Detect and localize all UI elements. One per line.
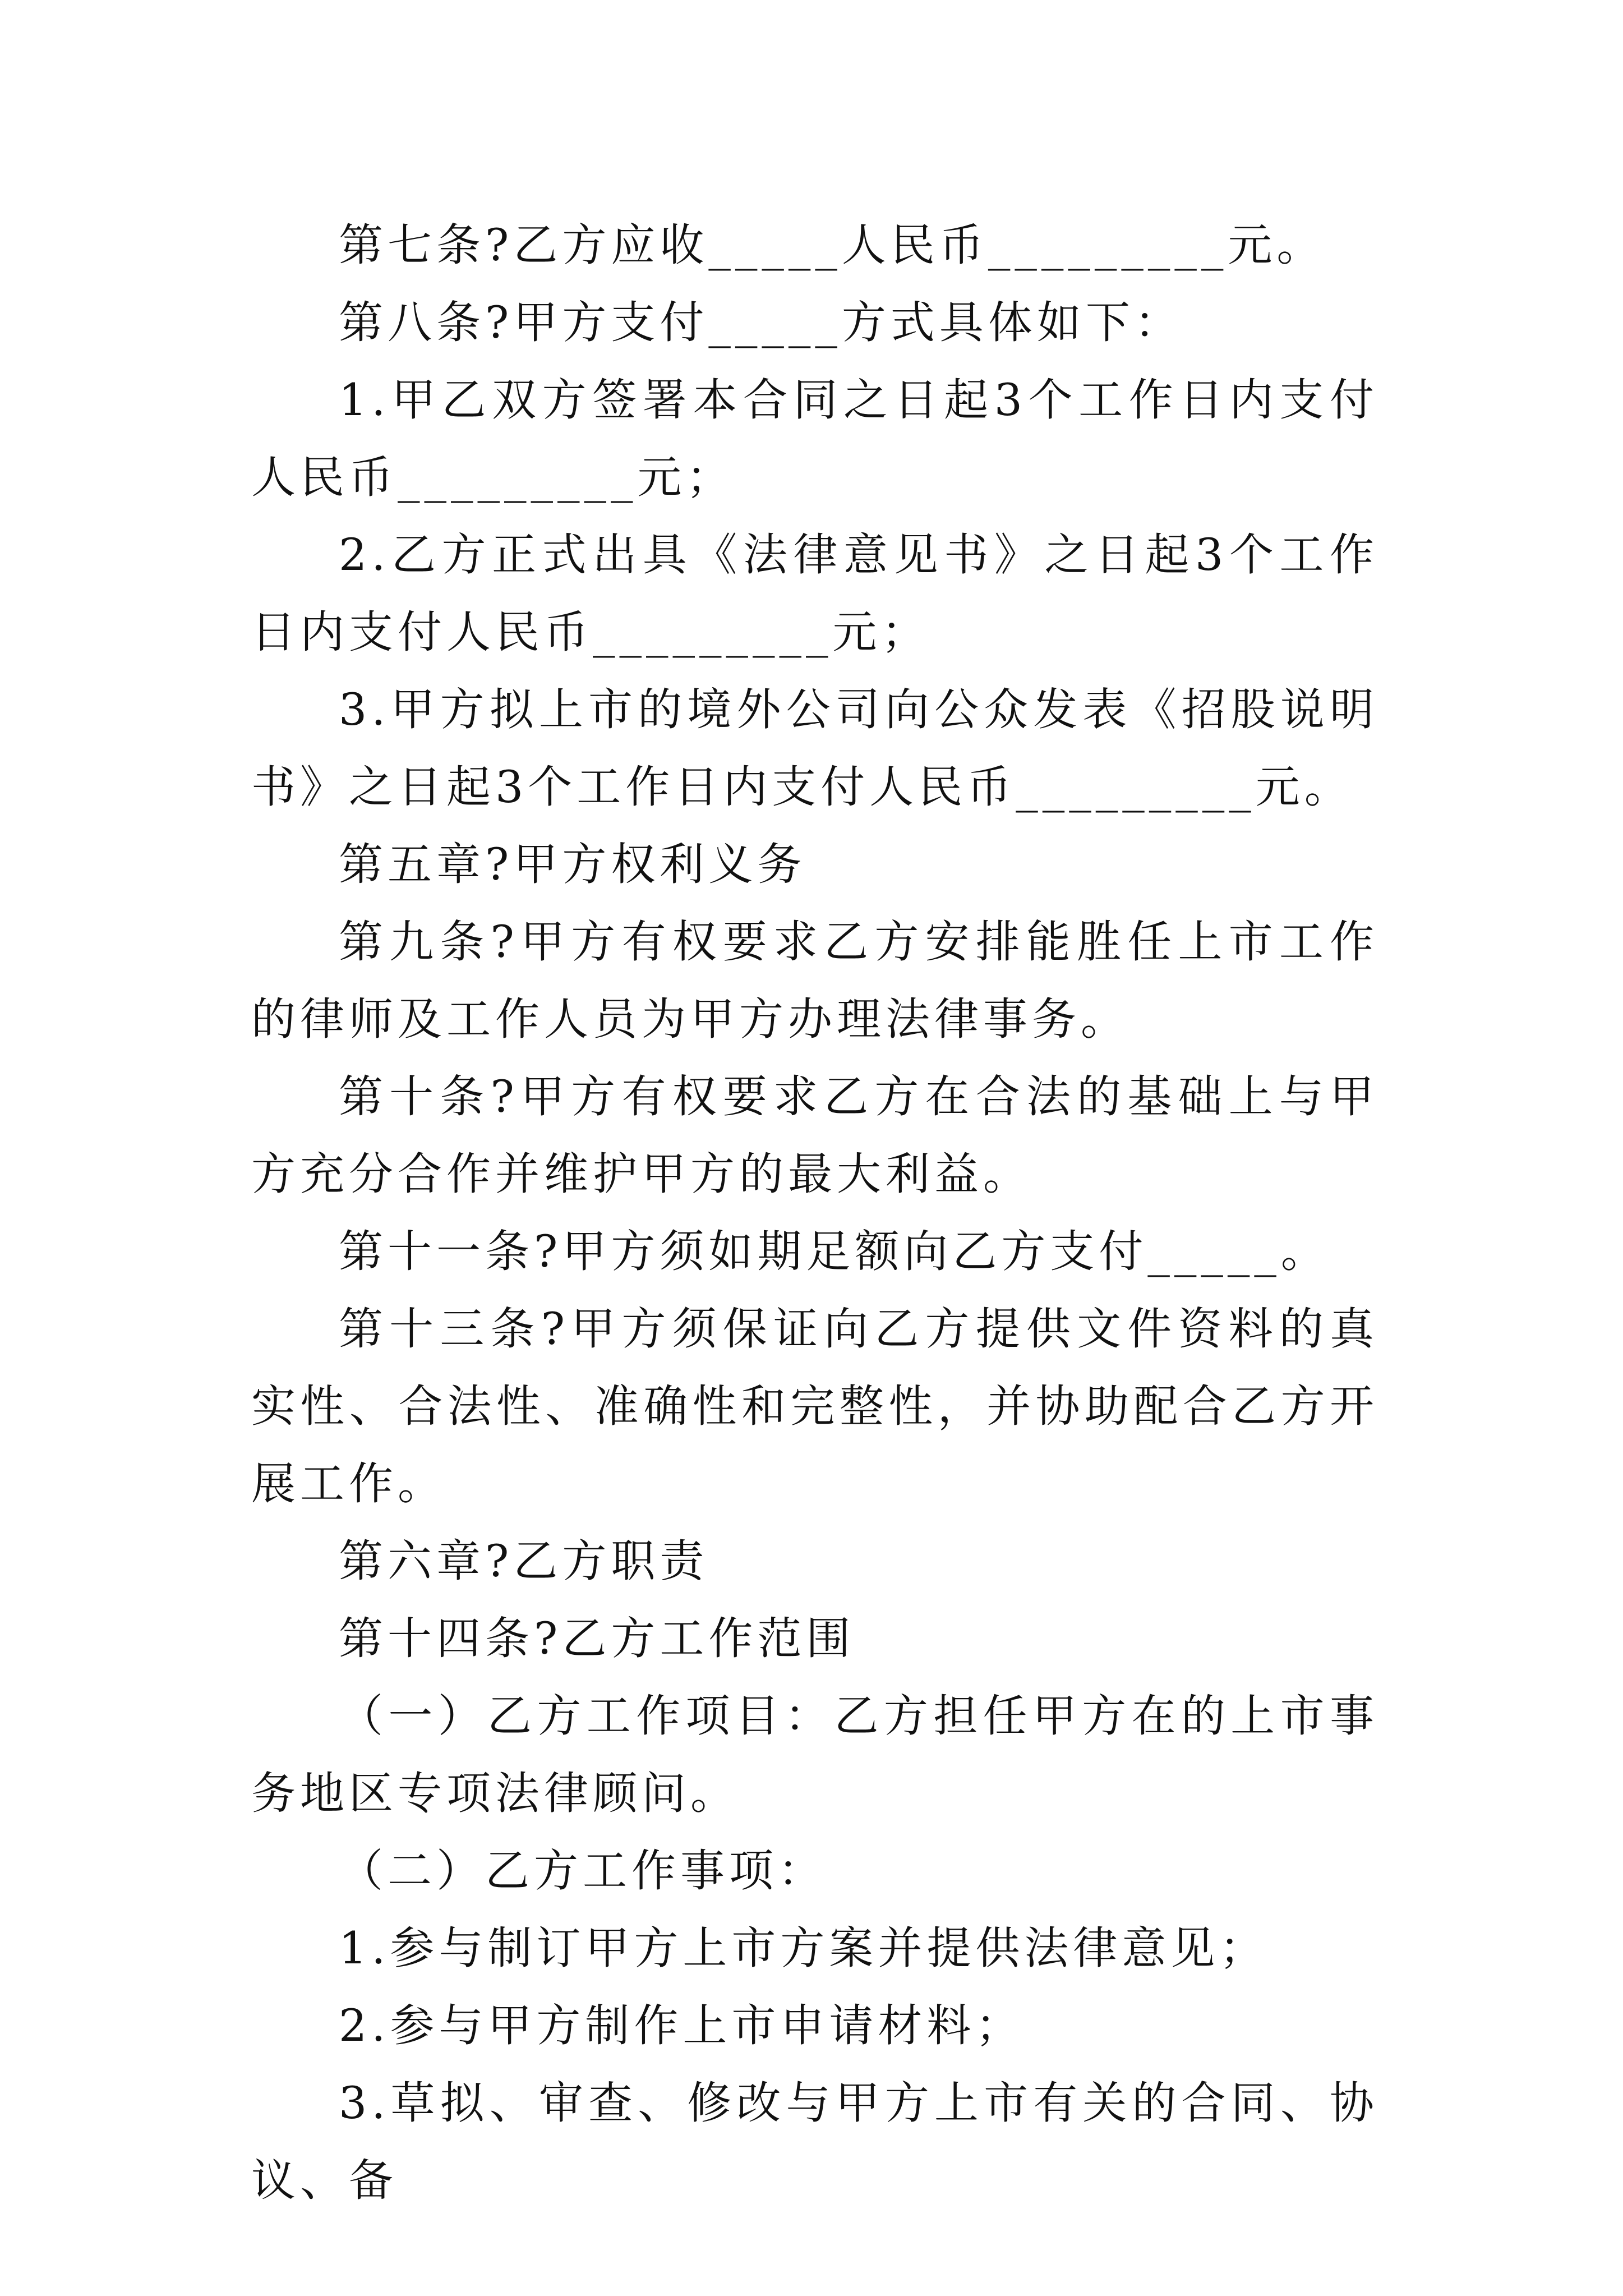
payment-item-2: 2.乙方正式出具《法律意见书》之日起3个工作日内支付人民币_________元；: [251, 529, 1378, 658]
payment-item-1: 1.甲乙双方签署本合同之日起3个工作日内支付人民币_________元；: [251, 374, 1378, 503]
work-matters-heading: （二）乙方工作事项：: [339, 1845, 827, 1897]
article-13-paragraph: 第十三条?甲方须保证向乙方提供文件资料的真实性、合法性、准确性和完整性，并协助配合乙方开展工作。: [251, 1303, 1378, 1510]
article-7-paragraph: 第七条?乙方应收_____人民币_________元。: [339, 219, 1326, 271]
work-matter-item-1: 1.参与制订甲方上市方案并提供法律意见；: [339, 1922, 1269, 1974]
work-project-paragraph: （一）乙方工作项目：乙方担任甲方在的上市事务地区专项法律顾问。: [251, 1690, 1378, 1819]
article-14-heading: 第十四条?乙方工作范围: [339, 1613, 855, 1664]
article-10-paragraph: 第十条?甲方有权要求乙方在合法的基础上与甲方充分合作并维护甲方的最大利益。: [251, 1071, 1378, 1200]
chapter-5-heading: 第五章?甲方权利义务: [339, 839, 806, 890]
work-matter-item-3: 3.草拟、审查、修改与甲方上市有关的合同、协议、备: [251, 2077, 1378, 2206]
article-11-paragraph: 第十一条?甲方须如期足额向乙方支付_____。: [339, 1226, 1330, 1277]
chapter-6-heading: 第六章?乙方职责: [339, 1535, 709, 1587]
article-8-paragraph: 第八条?甲方支付_____方式具体如下：: [339, 297, 1183, 348]
article-9-paragraph: 第九条?甲方有权要求乙方安排能胜任上市工作的律师及工作人员为甲方办理法律事务。: [251, 916, 1378, 1045]
payment-item-3: 3.甲方拟上市的境外公司向公众发表《招股说明书》之日起3个工作日内支付人民币_________元。: [251, 684, 1378, 813]
document-body: [251, 206, 1378, 2219]
work-matter-item-2: 2.参与甲方制作上市申请材料；: [339, 2000, 1025, 2051]
